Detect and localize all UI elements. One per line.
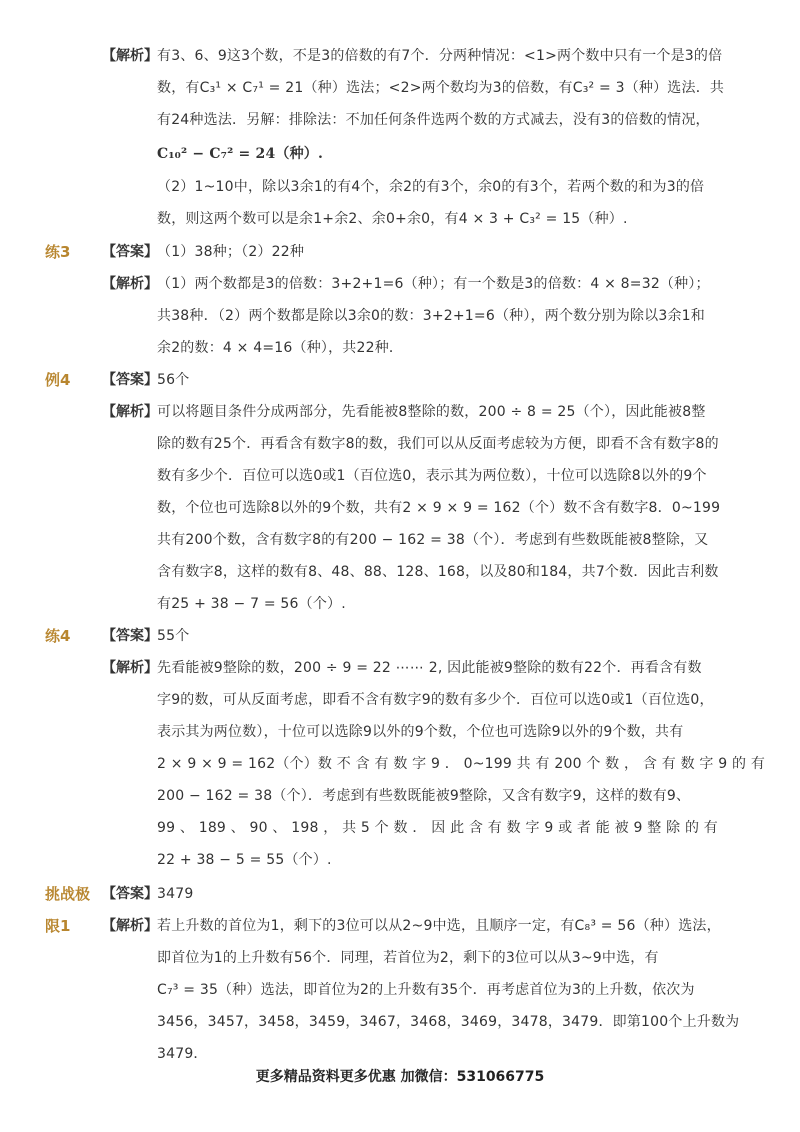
text-line: 99 、 189 、 90 、 198 ， 共 5 个 数 ． 因 此 含 有 数 字 9 或 者 能 被 9 整 除 的 有 bbox=[157, 820, 718, 836]
text-line: 余2的数：4 × 4=16（种），共22种． bbox=[157, 340, 404, 356]
text-line: 除的数有25个．再看含有数字8的数，我们可以从反面考虑较为方便，即看不含有数字8的 bbox=[157, 436, 719, 452]
answer-text: 3479 bbox=[157, 886, 194, 902]
text-line: 3479． bbox=[157, 1046, 208, 1062]
text-line: 若上升数的首位为1，剩下的3位可以从2~9中选，且顺序一定，有C₈³ = 56（种）选法， bbox=[157, 918, 721, 934]
answer-tag: 【答案】 bbox=[102, 244, 158, 260]
text-line: 表示其为两位数），十位可以选除9以外的9个数，个位也可选除9以外的9个数，共有 bbox=[157, 724, 684, 740]
text-line: C₁₀² − C₇² = 24（种）. bbox=[157, 146, 324, 162]
text-line: （2）1~10中，除以3余1的有4个，余2的有3个，余0的有3个，若两个数的和为3的倍 bbox=[157, 179, 705, 195]
text-line: 数，有C₃¹ × C₇¹ = 21（种）选法；<2>两个数均为3的倍数，有C₃² = 3（种）选法．共 bbox=[157, 80, 725, 96]
text-line: 数，则这两个数可以是余1+余2、余0+余0，有4 × 3 + C₃² = 15（种）. bbox=[157, 211, 628, 227]
text-line: 共有200个数，含有数字8的有200 − 162 = 38（个）．考虑到有些数既能被8整除，又 bbox=[157, 532, 709, 548]
section-label-lian4: 练4 bbox=[45, 627, 71, 645]
text-line: 有25 + 38 − 7 = 56（个）. bbox=[157, 596, 346, 612]
text-line: 数有多少个．百位可以选0或1（百位选0，表示其为两位数），十位可以选除8以外的9个 bbox=[157, 468, 707, 484]
answer-text: 56个 bbox=[157, 372, 190, 388]
text-line: 3456，3457，3458，3459，3467，3468，3469，3478，3479．即第100个上升数为 bbox=[157, 1014, 740, 1030]
analysis-tag: 【解析】 bbox=[102, 660, 158, 676]
text-line: 即首位为1的上升数有56个．同理，若首位为2，剩下的3位可以从3~9中选，有 bbox=[157, 950, 659, 966]
text-line: 可以将题目条件分成两部分，先看能被8整除的数，200 ÷ 8 = 25（个），因此能被8整 bbox=[157, 404, 706, 420]
text-line: 有3、6、9这3个数，不是3的倍数的有7个．分两种情况：<1>两个数中只有一个是3的倍 bbox=[157, 48, 723, 64]
analysis-tag: 【解析】 bbox=[102, 48, 158, 64]
text-line: C₇³ = 35（种）选法，即首位为2的上升数有35个．再考虑首位为3的上升数，依次为 bbox=[157, 982, 695, 998]
text-line: （1）两个数都是3的倍数：3+2+1=6（种）；有一个数是3的倍数：4 × 8=32（种）； bbox=[157, 276, 710, 292]
analysis-tag: 【解析】 bbox=[102, 404, 158, 420]
answer-tag: 【答案】 bbox=[102, 372, 158, 388]
section-label-lian3: 练3 bbox=[45, 243, 71, 261]
section-label-challenge-part2: 限1 bbox=[45, 917, 71, 935]
answer-text: （1）38种；（2）22种 bbox=[157, 244, 305, 260]
text-line: 数，个位也可选除8以外的9个数，共有2 × 9 × 9 = 162（个）数不含有数字8．0~199 bbox=[157, 500, 721, 516]
answer-tag: 【答案】 bbox=[102, 628, 158, 644]
answer-tag: 【答案】 bbox=[102, 886, 158, 902]
text-line: 共38种．（2）两个数都是除以3余0的数：3+2+1=6（种），两个数分别为除以3余1和 bbox=[157, 308, 705, 324]
analysis-tag: 【解析】 bbox=[102, 276, 158, 292]
section-label-challenge: 挑战极 bbox=[45, 885, 91, 903]
text-line: 有24种选法．另解：排除法：不加任何条件选两个数的方式减去，没有3的倍数的情况， bbox=[157, 112, 710, 128]
text-line: 含有数字8，这样的数有8、48、88、128、168，以及80和184，共7个数．因此吉利数 bbox=[157, 564, 719, 580]
text-line: 字9的数，可从反面考虑，即看不含有数字9的数有多少个．百位可以选0或1（百位选0， bbox=[157, 692, 714, 708]
text-line: 2 × 9 × 9 = 162（个）数 不 含 有 数 字 9 ． 0~199 共 有 200 个 数 ， 含 有 数 字 9 的 有 bbox=[157, 756, 766, 772]
text-line: 200 − 162 = 38（个）．考虑到有些数既能被9整除，又含有数字9，这样的数有9、 bbox=[157, 788, 691, 804]
analysis-tag: 【解析】 bbox=[102, 918, 158, 934]
text-line: 先看能被9整除的数，200 ÷ 9 = 22 ⋯⋯ 2, 因此能被9整除的数有22个．再看含有数 bbox=[157, 660, 702, 676]
section-label-li4: 例4 bbox=[45, 371, 71, 389]
answer-text: 55个 bbox=[157, 628, 190, 644]
text-line: 22 + 38 − 5 = 55（个）. bbox=[157, 852, 332, 868]
footer-promo: 更多精品资料更多优惠 加微信：531066775 bbox=[255, 1069, 545, 1085]
